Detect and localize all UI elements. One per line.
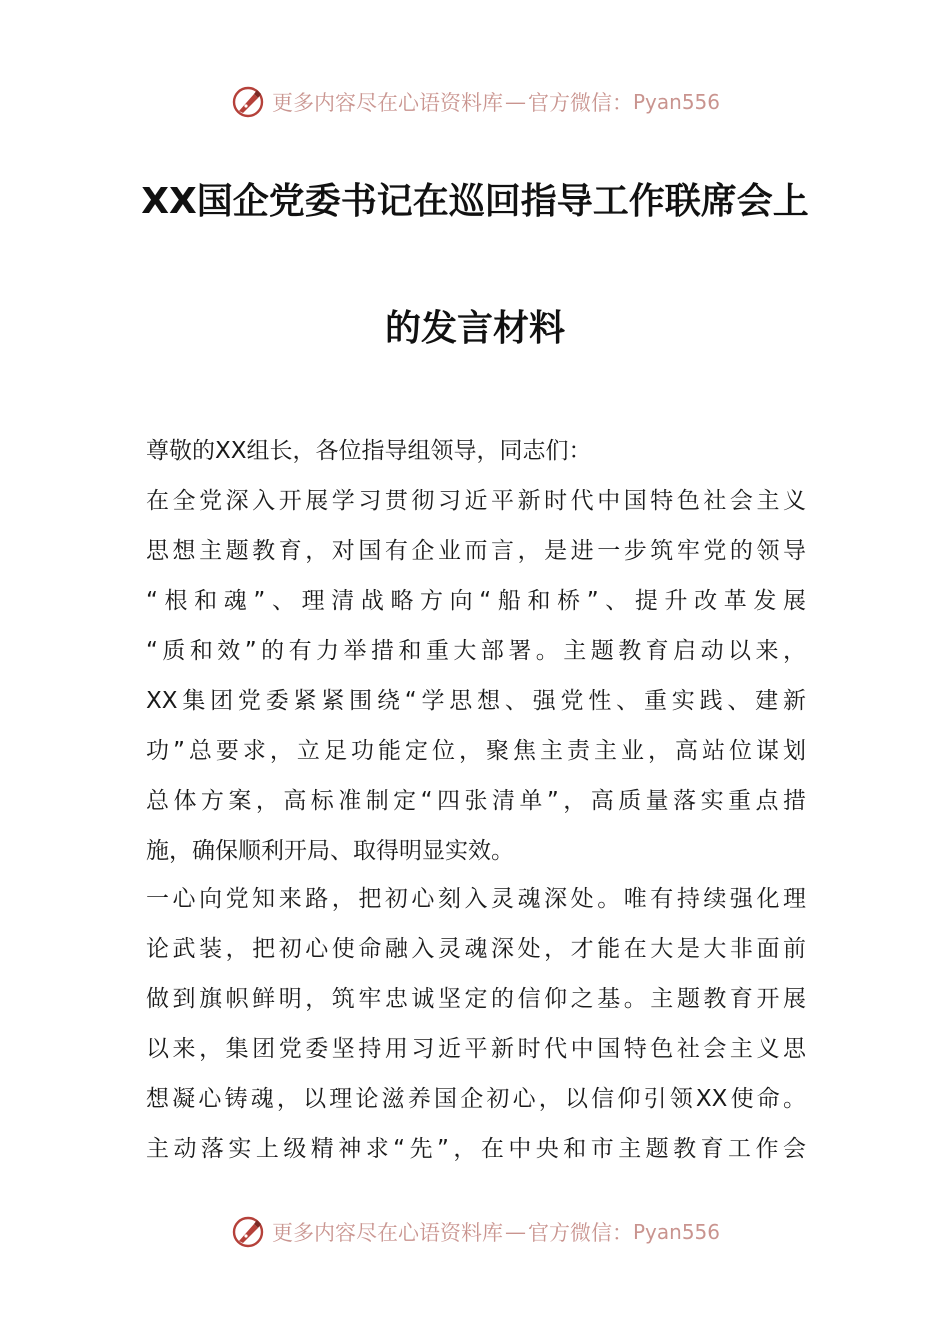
- paragraph-line: 论武装，把初心使命融入灵魂深处，才能在大是大非面前: [146, 936, 806, 962]
- paragraph-line: 在全党深入开展学习贯彻习近平新时代中国特色社会主义: [146, 488, 806, 514]
- paragraph-line: 做到旗帜鲜明，筑牢忠诚坚定的信仰之基。主题教育开展: [146, 986, 806, 1012]
- banner-wechat-label: 官方微信：: [527, 1221, 633, 1245]
- paragraph-line: 一心向党知来路，把初心刻入灵魂深处。唯有持续强化理: [146, 886, 806, 912]
- footer-banner: [0, 1212, 950, 1252]
- paragraph-line: “根和魂”、理清战略方向“船和桥”、提升改革发展: [146, 588, 806, 614]
- pen-nib-logo-icon: [230, 1214, 266, 1250]
- banner-separator: —: [504, 1220, 526, 1244]
- paragraph-line: 主动落实上级精神求“先”，在中央和市主题教育工作会: [146, 1136, 806, 1162]
- header-banner: [0, 82, 950, 122]
- paragraph-line: 想凝心铸魂，以理论滋养国企初心，以信仰引领XX使命。: [146, 1086, 806, 1112]
- document-title-line-2: 的发言材料: [384, 308, 565, 349]
- paragraph-line: 总体方案，高标准制定“四张清单”，高质量落实重点措: [146, 788, 806, 814]
- paragraph-line: “质和效”的有力举措和重大部署。主题教育启动以来，: [146, 638, 806, 664]
- paragraph-1: [146, 476, 806, 876]
- paragraph-line: 功”总要求，立足功能定位，聚焦主责主业，高站位谋划: [146, 738, 806, 764]
- salutation-text: 尊敬的XX组长，各位指导组领导，同志们：: [146, 438, 592, 464]
- banner-separator: —: [504, 90, 526, 114]
- banner-main-text: 更多内容尽在心语资料库: [271, 1221, 503, 1245]
- salutation: [146, 426, 806, 476]
- paragraph-line: 以来，集团党委坚持用习近平新时代中国特色社会主义思: [146, 1036, 806, 1062]
- banner-main-text: 更多内容尽在心语资料库: [271, 91, 503, 115]
- banner-wechat-id: Pyan556: [632, 90, 720, 114]
- paragraph-2: [146, 874, 806, 1174]
- pen-nib-logo-icon: [230, 84, 266, 120]
- paragraph-line: 施，确保顺利开局、取得明显实效。: [146, 838, 514, 864]
- paragraph-line: 思想主题教育，对国有企业而言，是进一步筑牢党的领导: [146, 538, 806, 564]
- paragraph-line: XX集团党委紧紧围绕“学思想、强党性、重实践、建新: [146, 688, 806, 714]
- document-title-line-1: XX国企党委书记在巡回指导工作联席会上: [141, 181, 809, 222]
- banner-wechat-label: 官方微信：: [527, 91, 633, 115]
- banner-wechat-id: Pyan556: [632, 1220, 720, 1244]
